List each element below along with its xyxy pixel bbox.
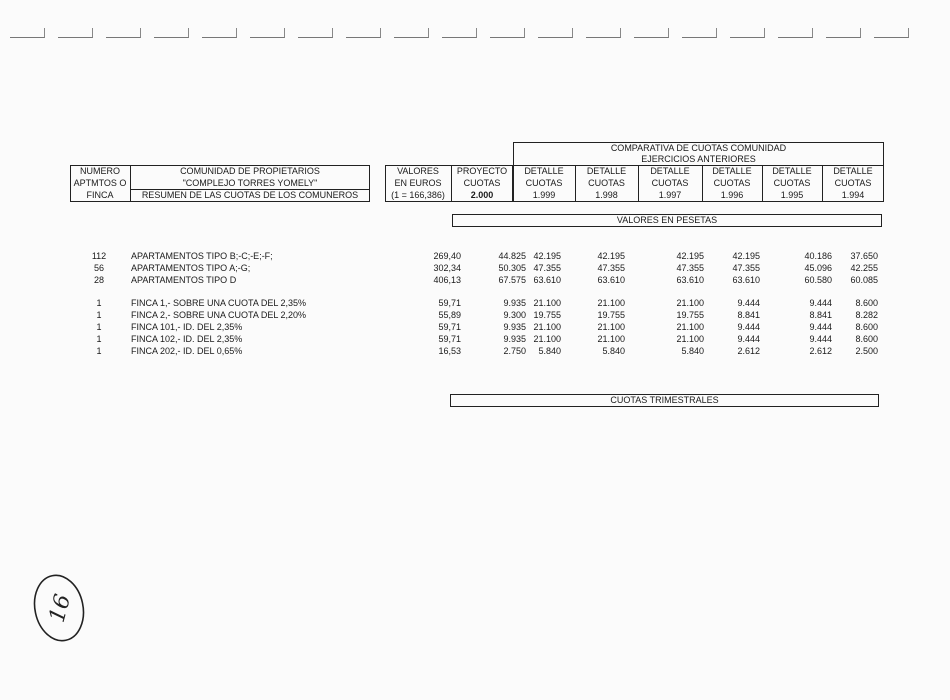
detalle-label: DETALLE [524,166,564,176]
year-label: 1.997 [658,190,682,200]
row-1995: 45.096 [804,263,832,273]
row-1999: 5.840 [538,346,561,356]
row-1994: 8.600 [855,298,878,308]
binder-holes [10,24,940,40]
row-1995: 8.841 [809,310,832,320]
comparativa-title: COMPARATIVA DE CUOTAS COMUNIDAD [610,143,787,153]
aptmtos-label: APTMTOS O [73,178,127,188]
row-euros: 16,53 [438,346,461,356]
row-1996: 9.444 [737,334,760,344]
table-row [70,274,890,286]
row-1994: 8.600 [855,334,878,344]
row-description: APARTAMENTOS TIPO A;-G; [131,263,251,273]
table-row [70,297,890,309]
row-number: 56 [93,263,104,273]
comunidad-title: COMUNIDAD DE PROPIETARIOS [180,166,320,176]
binder-hole [586,28,621,38]
detalle-label: DETALLE [833,166,873,176]
binder-hole [682,28,717,38]
row-proyecto: 50.305 [498,263,526,273]
cuotas-label: CUOTAS [834,178,872,188]
binder-hole [826,28,861,38]
row-number: 1 [96,298,102,308]
row-proyecto: 9.935 [503,298,526,308]
row-proyecto: 44.825 [498,251,526,261]
row-proyecto: 9.935 [503,334,526,344]
row-number: 28 [93,275,104,285]
row-1994: 8.600 [855,322,878,332]
row-euros: 59,71 [438,322,461,332]
detalle-label: DETALLE [712,166,752,176]
cuotas-label: CUOTAS [463,178,501,188]
row-description: FINCA 1,- SOBRE UNA CUOTA DEL 2,35% [131,298,307,308]
conversion-rate: (1 = 166,386) [391,190,445,200]
table-row [70,345,890,357]
row-1999: 19.755 [533,310,561,320]
row-1996: 42.195 [732,251,760,261]
row-description: FINCA 102,- ID. DEL 2,35% [131,334,243,344]
binder-hole [394,28,429,38]
cuotas-label: CUOTAS [525,178,563,188]
binder-hole [58,28,93,38]
binder-hole [442,28,477,38]
row-proyecto: 2.750 [503,346,526,356]
row-1995: 2.612 [809,346,832,356]
row-1999: 21.100 [533,298,561,308]
finca-label: FINCA [86,190,114,200]
row-1997: 21.100 [676,322,704,332]
row-1999: 21.100 [533,334,561,344]
row-1998: 47.355 [597,263,625,273]
ejercicios-title: EJERCICIOS ANTERIORES [641,154,756,164]
row-1995: 9.444 [809,334,832,344]
valores-pesetas-banner: VALORES EN PESETAS [452,214,882,227]
row-description: APARTAMENTOS TIPO D [131,275,237,285]
row-1999: 21.100 [533,322,561,332]
row-1996: 9.444 [737,298,760,308]
row-1996: 47.355 [732,263,760,273]
proyecto-year: 2.000 [470,190,494,200]
year-label: 1.994 [841,190,865,200]
row-1997: 19.755 [676,310,704,320]
en-euros-label: EN EUROS [394,178,442,188]
detalle-label: DETALLE [650,166,690,176]
binder-hole [250,28,285,38]
year-label: 1.998 [595,190,618,200]
row-description: FINCA 101,- ID. DEL 2,35% [131,322,243,332]
row-number: 112 [91,251,107,261]
row-1996: 2.612 [737,346,760,356]
binder-hole [202,28,237,38]
binder-hole [490,28,525,38]
binder-hole [874,28,909,38]
row-1997: 5.840 [681,346,704,356]
row-1994: 42.255 [850,263,878,273]
row-1998: 42.195 [597,251,625,261]
table-row [70,262,890,274]
row-description: FINCA 2,- SOBRE UNA CUOTA DEL 2,20% [131,310,307,320]
numero-label: NUMERO [80,166,120,176]
cuotas-label: CUOTAS [588,178,625,188]
row-1998: 21.100 [597,334,625,344]
row-euros: 59,71 [438,334,461,344]
binder-hole [298,28,333,38]
row-1998: 5.840 [602,346,625,356]
resumen-title: RESUMEN DE LAS CUOTAS DE LOS COMUNEROS [141,190,359,200]
row-1997: 21.100 [676,298,704,308]
row-number: 1 [96,346,102,356]
row-number: 1 [96,334,102,344]
detalle-label: DETALLE [586,166,627,176]
binder-hole [730,28,765,38]
row-1995: 60.580 [804,275,832,285]
row-number: 1 [96,310,102,320]
table-row [70,250,890,262]
row-proyecto: 67.575 [498,275,526,285]
row-1995: 40.186 [804,251,832,261]
row-euros: 269,40 [433,251,461,261]
valores-label: VALORES [397,166,439,176]
row-1997: 47.355 [676,263,704,273]
row-proyecto: 9.300 [503,310,526,320]
row-euros: 302,34 [433,263,461,273]
row-1995: 9.444 [809,298,832,308]
page-number-text: 16 [44,591,77,626]
row-1997: 42.195 [676,251,704,261]
row-1997: 63.610 [676,275,704,285]
row-1994: 8.282 [855,310,878,320]
cuotas-label: CUOTAS [651,178,689,188]
binder-hole [538,28,573,38]
proyecto-label: PROYECTO [456,166,508,176]
cuotas-trimestrales-banner: CUOTAS TRIMESTRALES [450,394,879,407]
binder-hole [346,28,381,38]
detalle-label: DETALLE [772,166,812,176]
row-1994: 37.650 [850,251,878,261]
year-label: 1.995 [780,190,804,200]
binder-hole [154,28,189,38]
table-row [70,321,890,333]
row-1998: 19.755 [597,310,625,320]
binder-hole [778,28,813,38]
row-1998: 63.610 [597,275,625,285]
row-1995: 9.444 [809,322,832,332]
handwritten-page-number [30,572,88,644]
table-row [70,309,890,321]
row-1999: 47.355 [533,263,561,273]
row-1999: 63.610 [533,275,561,285]
row-1997: 21.100 [676,334,704,344]
binder-hole [634,28,669,38]
year-label: 1.996 [720,190,744,200]
row-euros: 55,89 [438,310,461,320]
cuotas-label: CUOTAS [713,178,751,188]
table-row [70,333,890,345]
row-description: FINCA 202,- ID. DEL 0,65% [131,346,243,356]
binder-hole [106,28,141,38]
row-1996: 63.610 [732,275,760,285]
row-1994: 60.085 [850,275,878,285]
row-number: 1 [96,322,102,332]
binder-hole [10,28,45,38]
complejo-name: "COMPLEJO TORRES YOMELY" [182,178,318,188]
row-1998: 21.100 [597,298,625,308]
row-proyecto: 9.935 [503,322,526,332]
row-1994: 2.500 [855,346,878,356]
row-description: APARTAMENTOS TIPO B;-C;-E;-F; [131,251,273,261]
row-euros: 406,13 [433,275,461,285]
row-euros: 59,71 [438,298,461,308]
year-label: 1.999 [532,190,556,200]
row-1996: 9.444 [737,322,760,332]
cuotas-label: CUOTAS [773,178,811,188]
row-1996: 8.841 [737,310,760,320]
row-1998: 21.100 [597,322,625,332]
row-1999: 42.195 [533,251,561,261]
